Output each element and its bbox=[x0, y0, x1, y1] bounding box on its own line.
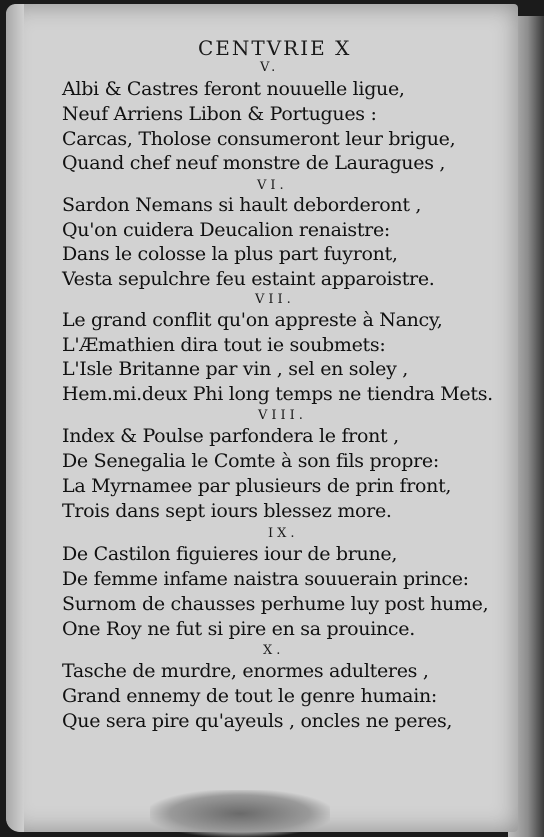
verse-line: Dans le colosse la plus part fuyront, bbox=[62, 243, 398, 265]
verse-line: Carcas, Tholose consumeront leur brigue, bbox=[62, 128, 456, 150]
quatrain-number: V. bbox=[260, 60, 280, 75]
running-header: CENTVRIE X bbox=[198, 36, 352, 60]
verse-line: Surnom de chausses perhume luy post hume, bbox=[62, 593, 489, 615]
verse-line: Quand chef neuf monstre de Lauragues , bbox=[62, 152, 446, 174]
verse-line: La Myrnamee par plusieurs de prin front, bbox=[62, 475, 452, 497]
verse-line: Trois dans sept iours blessez more. bbox=[62, 500, 392, 522]
verse-line: Vesta sepulchre feu estaint apparoistre. bbox=[62, 268, 435, 290]
verse-line: De Castilon figuieres iour de brune, bbox=[62, 543, 398, 565]
quatrain-number: VI. bbox=[257, 178, 288, 193]
thumb-shadow bbox=[150, 790, 330, 837]
verse-line: Index & Poulse parfondera le front , bbox=[62, 425, 399, 447]
quatrain-number: VIII. bbox=[258, 408, 307, 423]
verse-line: De Senegalia le Comte à son fils propre: bbox=[62, 450, 439, 472]
verse-line: L'Isle Britanne par vin , sel en soley , bbox=[62, 358, 409, 380]
verse-line: Qu'on cuidera Deucalion renaistre: bbox=[62, 219, 390, 241]
verse-line: Sardon Nemans si hault deborderont , bbox=[62, 194, 422, 216]
quatrain-number: X. bbox=[263, 643, 285, 658]
verse-line: Hem.mi.deux Phi long temps ne tiendra Mets. bbox=[62, 383, 493, 405]
verse-line: Que sera pire qu'ayeuls , oncles ne peres, bbox=[62, 710, 453, 732]
page-gutter bbox=[6, 4, 24, 832]
verse-line: Neuf Arriens Libon & Portugues : bbox=[62, 103, 377, 125]
verse-line: Le grand conflit qu'on appreste à Nancy, bbox=[62, 309, 443, 331]
verse-line: One Roy ne fut si pire en sa prouince. bbox=[62, 618, 415, 640]
verse-line: Grand ennemy de tout le genre humain: bbox=[62, 685, 438, 707]
verse-line: L'Æmathien dira tout ie soubmets: bbox=[62, 334, 386, 356]
quatrain-number: IX. bbox=[268, 526, 299, 541]
verse-line: Tasche de murdre, enormes adulteres , bbox=[62, 660, 429, 682]
quatrain-number: VII. bbox=[255, 292, 295, 307]
verse-line: Albi & Castres feront nouuelle ligue, bbox=[62, 78, 405, 100]
verse-line: De femme infame naistra souuerain prince: bbox=[62, 568, 469, 590]
